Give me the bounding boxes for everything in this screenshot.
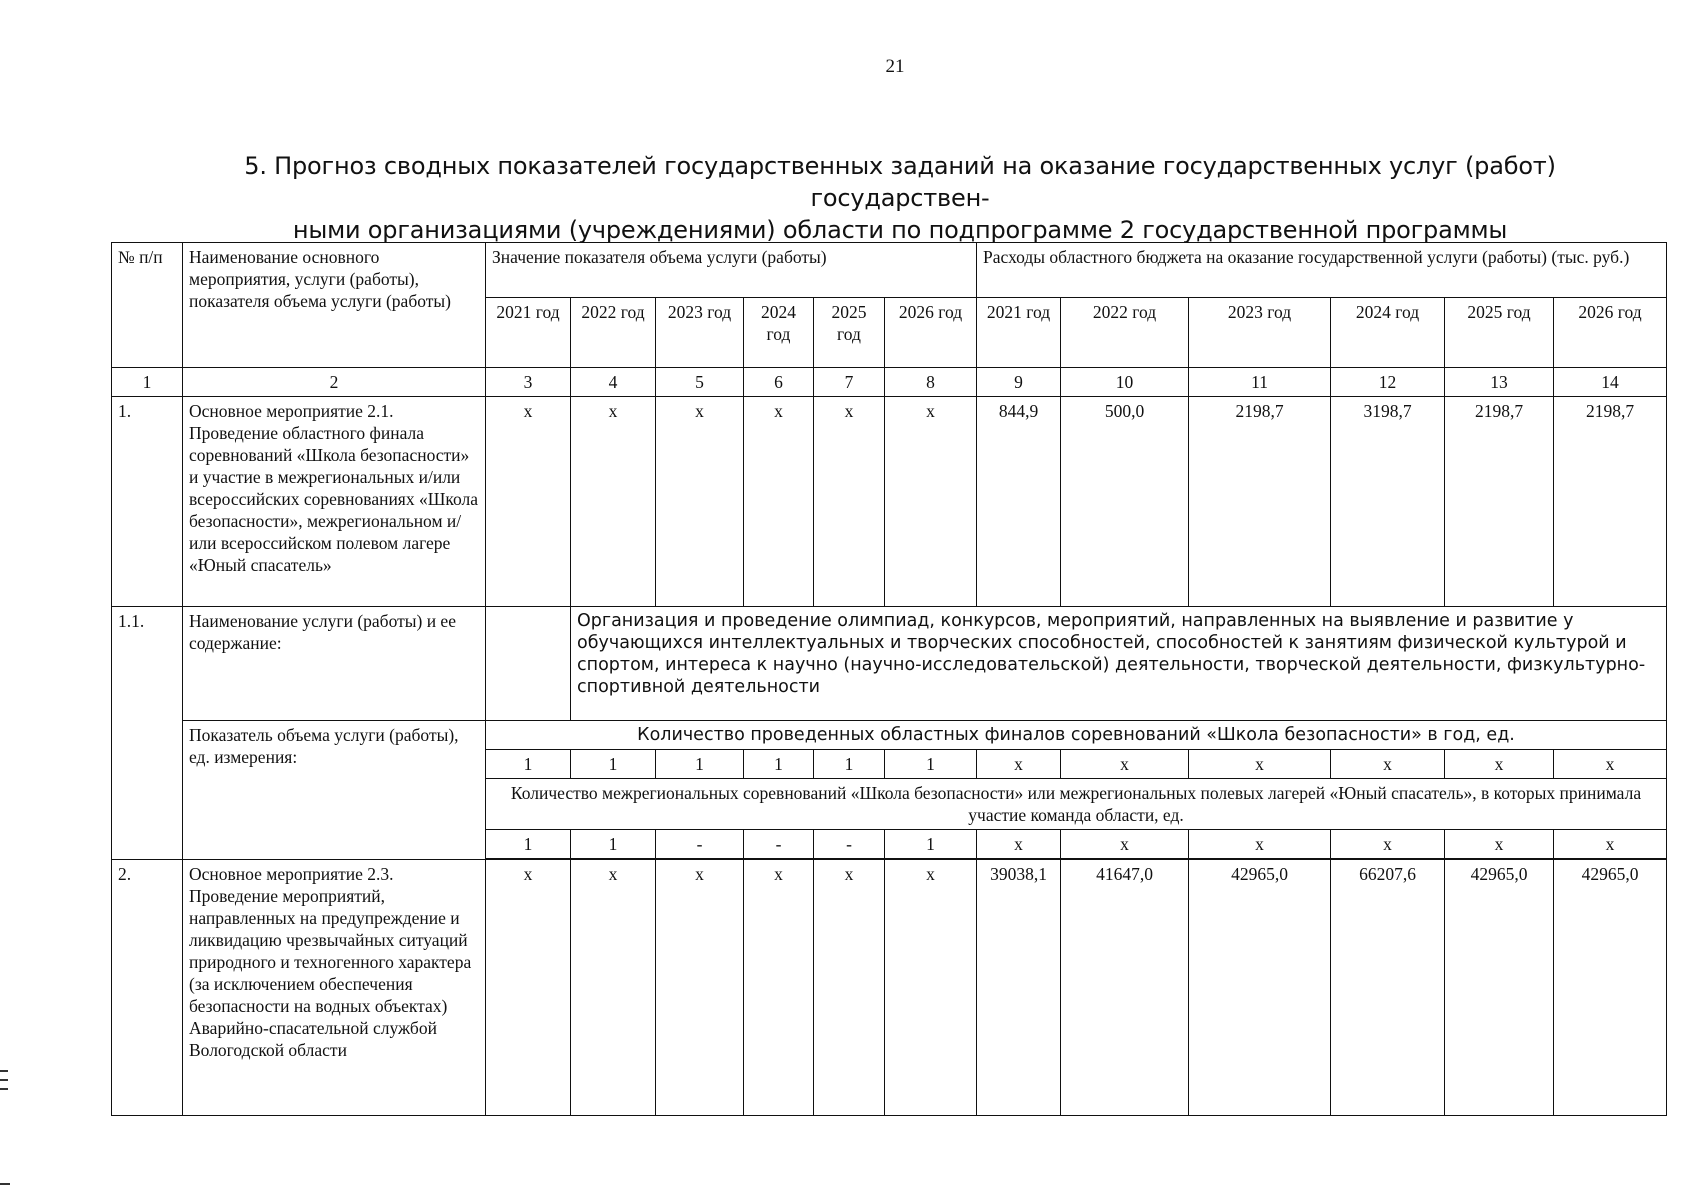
indicator-2-volume: - — [814, 830, 885, 859]
indicator-1-expense: х — [1445, 750, 1554, 779]
column-index: 10 — [1061, 368, 1189, 397]
expense-value: 3198,7 — [1331, 397, 1445, 607]
service-blank-cell — [486, 607, 571, 721]
column-index: 5 — [656, 368, 744, 397]
volume-year: 2021 год — [486, 298, 571, 368]
service-description: Организация и проведение олимпиад, конкурсов, мероприятий, направленных на выявление и развитие у обучающихся интеллектуальных и творческих способностей, способностей к занятиям физической культурой и спортом, интереса к научно (научно-исследовательской) деятельности, творческой деятельности, физкультурно-спортивной деятельности — [571, 607, 1667, 721]
expense-value: 42965,0 — [1554, 860, 1667, 1116]
row-number: 1.1. — [112, 607, 183, 860]
indicator-2-expense: х — [1061, 830, 1189, 859]
column-index: 4 — [571, 368, 656, 397]
expense-value: 2198,7 — [1445, 397, 1554, 607]
column-index: 7 — [814, 368, 885, 397]
expense-year: 2025 год — [1445, 298, 1554, 368]
column-index: 13 — [1445, 368, 1554, 397]
indicator-1-volume: 1 — [571, 750, 656, 779]
forecast-table — [111, 242, 1667, 1116]
indicator-2-expense: х — [1445, 830, 1554, 859]
expense-year: 2024 год — [1331, 298, 1445, 368]
header-volume-group: Значение показателя объема услуги (работы) — [486, 243, 977, 298]
page-number: 21 — [885, 56, 905, 77]
indicator-2-volume: 1 — [486, 830, 571, 859]
expense-value: 500,0 — [1061, 397, 1189, 607]
scan-edge-marks — [0, 1070, 10, 1097]
volume-value: х — [814, 397, 885, 607]
expense-value: 2198,7 — [1554, 397, 1667, 607]
title-line-2: ными организациями (учреждениями) области по подпрограмме 2 государственной программы — [292, 216, 1508, 244]
service-label: Наименование услуги (работы) и ее содержание: — [183, 607, 486, 721]
header-name: Наименование основного мероприятия, услуги (работы), показателя объема услуги (работы) — [183, 243, 486, 368]
indicator-1-volume: 1 — [486, 750, 571, 779]
indicator-1-title: Количество проведенных областных финалов соревнований «Школа безопасности» в год, ед. — [486, 721, 1667, 750]
page-title — [180, 150, 1620, 246]
volume-value: х — [744, 397, 814, 607]
table-row — [112, 397, 1667, 607]
expense-value: 42965,0 — [1189, 860, 1331, 1116]
expense-value: 39038,1 — [977, 860, 1061, 1116]
volume-value: х — [571, 397, 656, 607]
scan-edge-mark-low — [0, 1183, 10, 1185]
column-index: 2 — [183, 368, 486, 397]
column-index: 9 — [977, 368, 1061, 397]
volume-year: 2024 год — [744, 298, 814, 368]
table-row — [112, 860, 1667, 1116]
row-name: Основное мероприятие 2.1. Проведение областного финала соревнований «Школа безопасности» и участие в межрегиональных и/или всероссийских соревнованиях «Школа безопасности», межрегиональном и/или всероссийском полевом лагере «Юный спасатель» — [183, 397, 486, 607]
indicator-2-expense: х — [1331, 830, 1445, 859]
indicator-label: Показатель объема услуги (работы), ед. измерения: — [183, 721, 486, 860]
column-index: 8 — [885, 368, 977, 397]
volume-year: 2022 год — [571, 298, 656, 368]
indicator-1-volume: 1 — [885, 750, 977, 779]
volume-value: х — [814, 860, 885, 1116]
indicator-1-volume: 1 — [744, 750, 814, 779]
volume-value: х — [486, 860, 571, 1116]
volume-year: 2025 год — [814, 298, 885, 368]
column-index: 1 — [112, 368, 183, 397]
volume-value: х — [656, 860, 744, 1116]
indicator-2-volume: 1 — [571, 830, 656, 859]
volume-value: х — [486, 397, 571, 607]
expense-value: 844,9 — [977, 397, 1061, 607]
header-num: № п/п — [112, 243, 183, 368]
indicator-2-expense: х — [1189, 830, 1331, 859]
column-index: 14 — [1554, 368, 1667, 397]
expense-value: 66207,6 — [1331, 860, 1445, 1116]
indicator-2-volume: - — [744, 830, 814, 859]
row-number: 1. — [112, 397, 183, 607]
expense-year: 2021 год — [977, 298, 1061, 368]
indicator-1-expense: х — [1189, 750, 1331, 779]
table-row — [112, 607, 1667, 721]
edge-mark — [0, 1088, 8, 1090]
expense-year: 2022 год — [1061, 298, 1189, 368]
row-name: Основное мероприятие 2.3. Проведение мероприятий, направленных на предупреждение и ликвидацию чрезвычайных ситуаций природного и техногенного характера (за исключением обеспечения безопасности на водных объектах) Аварийно-спасательной службой Вологодской области — [183, 860, 486, 1116]
indicator-1-expense: х — [1554, 750, 1667, 779]
expense-value: 2198,7 — [1189, 397, 1331, 607]
volume-value: х — [744, 860, 814, 1116]
column-index-row — [112, 368, 1667, 397]
row-number: 2. — [112, 860, 183, 1116]
column-index: 11 — [1189, 368, 1331, 397]
indicator-1-expense: х — [1331, 750, 1445, 779]
expense-value: 42965,0 — [1445, 860, 1554, 1116]
volume-value: х — [885, 397, 977, 607]
title-line-1: 5. Прогноз сводных показателей государственных заданий на оказание государственных услуг (работ) государствен- — [244, 152, 1556, 212]
expense-value: 41647,0 — [1061, 860, 1189, 1116]
indicator-2-expense: х — [977, 830, 1061, 859]
volume-value: х — [885, 860, 977, 1116]
indicator-1-volume: 1 — [814, 750, 885, 779]
indicator-2-title: Количество межрегиональных соревнований «Школа безопасности» или межрегиональных полевых лагерей «Юный спасатель», в которых принимала участие команда области, ед. — [486, 779, 1667, 830]
indicator-2-volume: 1 — [885, 830, 977, 859]
volume-value: х — [571, 860, 656, 1116]
indicator-1-volume: 1 — [656, 750, 744, 779]
volume-year: 2026 год — [885, 298, 977, 368]
expense-year: 2023 год — [1189, 298, 1331, 368]
indicator-1-expense: х — [977, 750, 1061, 779]
header-row — [112, 243, 1667, 298]
column-index: 12 — [1331, 368, 1445, 397]
edge-mark — [0, 1070, 8, 1072]
volume-value: х — [656, 397, 744, 607]
column-index: 6 — [744, 368, 814, 397]
indicator-2-volume: - — [656, 830, 744, 859]
volume-year: 2023 год — [656, 298, 744, 368]
expense-year: 2026 год — [1554, 298, 1667, 368]
table-row — [112, 721, 1667, 750]
indicator-2-expense: х — [1554, 830, 1667, 859]
edge-mark — [0, 1079, 8, 1081]
header-expense-group: Расходы областного бюджета на оказание государственной услуги (работы) (тыс. руб.) — [977, 243, 1667, 298]
indicator-1-expense: х — [1061, 750, 1189, 779]
column-index: 3 — [486, 368, 571, 397]
